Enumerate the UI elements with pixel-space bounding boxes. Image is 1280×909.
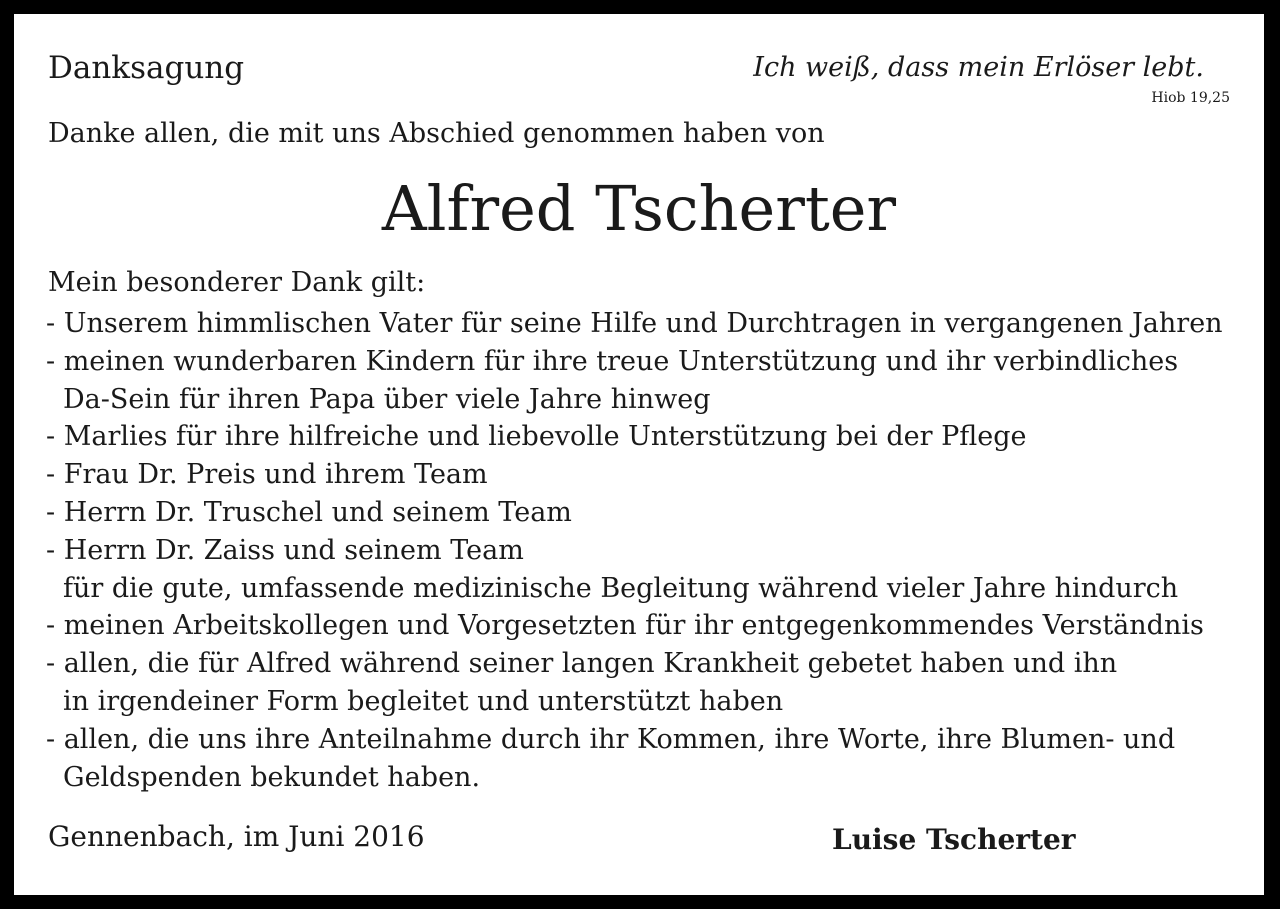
- list-item-continuation: Da-Sein für ihren Papa über viele Jahre hinweg: [63, 383, 711, 415]
- list-item-continuation: in irgendeiner Form begleitet und unterstützt haben: [63, 685, 784, 717]
- list-item: - meinen wunderbaren Kindern für ihre treue Unterstützung und ihr verbindliches: [46, 345, 1179, 377]
- deceased-name: Alfred Tscherter: [381, 172, 897, 245]
- place-date: Gennenbach, im Juni 2016: [48, 820, 425, 853]
- obituary-card: [14, 14, 1264, 895]
- list-item: - allen, die uns ihre Anteilnahme durch ihr Kommen, ihre Worte, ihre Blumen- und: [46, 723, 1176, 755]
- list-item-continuation: Geldspenden bekundet haben.: [63, 761, 481, 793]
- thanks-list: [46, 305, 1223, 796]
- signature: Luise Tscherter: [832, 823, 1076, 856]
- bible-verse: Ich weiß, dass mein Erlöser lebt.: [753, 52, 1204, 83]
- thanks-title: Mein besonderer Dank gilt:: [48, 267, 426, 298]
- list-item: - Frau Dr. Preis und ihrem Team: [46, 459, 488, 491]
- list-item: - Marlies für ihre hilfreiche und liebevolle Unterstützung bei der Pflege: [46, 421, 1027, 453]
- bible-verse-reference: Hiob 19,25: [1151, 90, 1230, 106]
- list-item-continuation: für die gute, umfassende medizinische Begleitung während vieler Jahre hindurch: [63, 572, 1179, 604]
- list-item: - Unserem himmlischen Vater für seine Hilfe und Durchtragen in vergangenen Jahren: [46, 308, 1223, 339]
- list-item: - allen, die für Alfred während seiner langen Krankheit gebetet haben und ihn: [46, 648, 1118, 680]
- list-item: - Herrn Dr. Zaiss und seinem Team: [46, 534, 524, 566]
- list-item: - Herrn Dr. Truschel und seinem Team: [46, 496, 572, 528]
- intro-text: Danke allen, die mit uns Abschied genommen haben von: [48, 118, 825, 149]
- list-item: - meinen Arbeitskollegen und Vorgesetzten für ihr entgegenkommendes Verständnis: [46, 610, 1204, 642]
- heading: Danksagung: [48, 50, 245, 86]
